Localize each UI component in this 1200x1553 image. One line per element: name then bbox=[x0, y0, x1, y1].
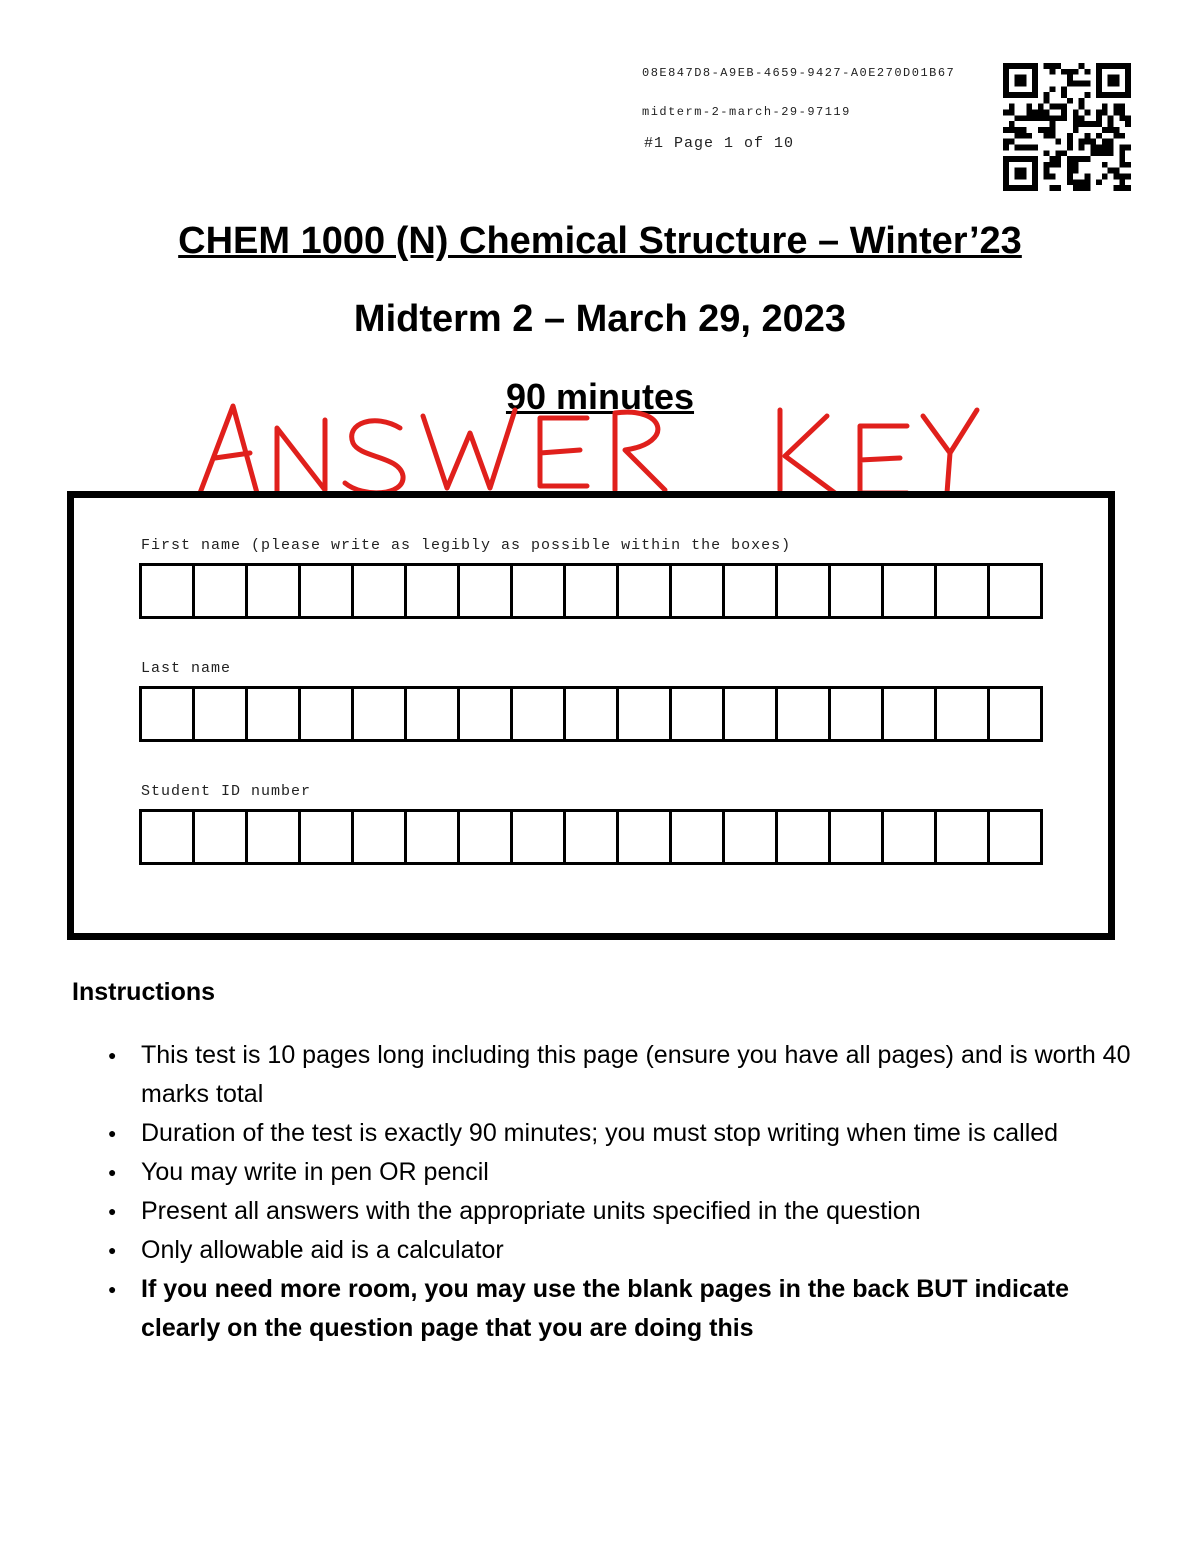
character-box[interactable] bbox=[725, 689, 778, 739]
character-box[interactable] bbox=[248, 812, 301, 862]
character-box[interactable] bbox=[142, 812, 195, 862]
instruction-item: ● This test is 10 pages long including this page (ensure you have all pages) and is worth 40 marks total bbox=[108, 1036, 1148, 1114]
character-box[interactable] bbox=[884, 812, 937, 862]
student-id-label: Student ID number bbox=[141, 783, 312, 800]
instruction-item-bold: ● If you need more room, you may use the blank pages in the back BUT indicate clearly on the question page that you are doing this bbox=[108, 1270, 1148, 1348]
character-box[interactable] bbox=[884, 689, 937, 739]
character-box[interactable] bbox=[990, 689, 1040, 739]
character-box[interactable] bbox=[990, 812, 1040, 862]
character-box[interactable] bbox=[407, 812, 460, 862]
instruction-item: ● Present all answers with the appropriate units specified in the question bbox=[108, 1192, 1148, 1231]
character-box[interactable] bbox=[354, 812, 407, 862]
last-name-boxes[interactable] bbox=[139, 686, 1043, 742]
character-box[interactable] bbox=[566, 566, 619, 616]
exam-duration: 90 minutes bbox=[505, 376, 695, 417]
character-box[interactable] bbox=[725, 812, 778, 862]
character-box[interactable] bbox=[831, 566, 884, 616]
character-box[interactable] bbox=[301, 812, 354, 862]
character-box[interactable] bbox=[407, 689, 460, 739]
character-box[interactable] bbox=[884, 566, 937, 616]
character-box[interactable] bbox=[990, 566, 1040, 616]
document-id: 08E847D8-A9EB-4659-9427-A0E270D01B67 bbox=[642, 66, 956, 80]
character-box[interactable] bbox=[672, 566, 725, 616]
answer-key-stamp bbox=[195, 398, 985, 503]
character-box[interactable] bbox=[672, 689, 725, 739]
character-box[interactable] bbox=[672, 812, 725, 862]
character-box[interactable] bbox=[513, 566, 566, 616]
qr-code-icon bbox=[1003, 63, 1131, 191]
character-box[interactable] bbox=[354, 689, 407, 739]
character-box[interactable] bbox=[619, 812, 672, 862]
character-box[interactable] bbox=[831, 812, 884, 862]
character-box[interactable] bbox=[937, 566, 990, 616]
instructions-heading: Instructions bbox=[72, 978, 216, 1006]
character-box[interactable] bbox=[354, 566, 407, 616]
character-box[interactable] bbox=[513, 812, 566, 862]
student-id-boxes[interactable] bbox=[139, 809, 1043, 865]
instruction-item: ● Only allowable aid is a calculator bbox=[108, 1231, 1148, 1270]
character-box[interactable] bbox=[513, 689, 566, 739]
character-box[interactable] bbox=[460, 812, 513, 862]
exam-title: Midterm 2 – March 29, 2023 bbox=[353, 298, 847, 340]
course-title: CHEM 1000 (N) Chemical Structure – Winter’23 bbox=[178, 220, 1022, 262]
character-box[interactable] bbox=[195, 566, 248, 616]
character-box[interactable] bbox=[778, 689, 831, 739]
character-box[interactable] bbox=[460, 566, 513, 616]
first-name-label: First name (please write as legibly as possible within the boxes) bbox=[141, 537, 792, 554]
character-box[interactable] bbox=[460, 689, 513, 739]
character-box[interactable] bbox=[407, 566, 460, 616]
instruction-item: ● Duration of the test is exactly 90 minutes; you must stop writing when time is called bbox=[108, 1114, 1148, 1153]
character-box[interactable] bbox=[301, 566, 354, 616]
character-box[interactable] bbox=[619, 566, 672, 616]
first-name-boxes[interactable] bbox=[139, 563, 1043, 619]
instruction-item: ● You may write in pen OR pencil bbox=[108, 1153, 1148, 1192]
character-box[interactable] bbox=[566, 689, 619, 739]
character-box[interactable] bbox=[831, 689, 884, 739]
character-box[interactable] bbox=[142, 689, 195, 739]
character-box[interactable] bbox=[725, 566, 778, 616]
last-name-label: Last name bbox=[141, 660, 232, 677]
character-box[interactable] bbox=[301, 689, 354, 739]
character-box[interactable] bbox=[248, 566, 301, 616]
character-box[interactable] bbox=[778, 566, 831, 616]
character-box[interactable] bbox=[195, 689, 248, 739]
character-box[interactable] bbox=[778, 812, 831, 862]
character-box[interactable] bbox=[566, 812, 619, 862]
character-box[interactable] bbox=[937, 812, 990, 862]
character-box[interactable] bbox=[195, 812, 248, 862]
instruction-list bbox=[108, 1036, 1148, 1348]
character-box[interactable] bbox=[937, 689, 990, 739]
character-box[interactable] bbox=[619, 689, 672, 739]
character-box[interactable] bbox=[248, 689, 301, 739]
character-box[interactable] bbox=[142, 566, 195, 616]
exam-slug: midterm-2-march-29-97119 bbox=[642, 105, 851, 119]
page-indicator: #1 Page 1 of 10 bbox=[644, 135, 795, 152]
